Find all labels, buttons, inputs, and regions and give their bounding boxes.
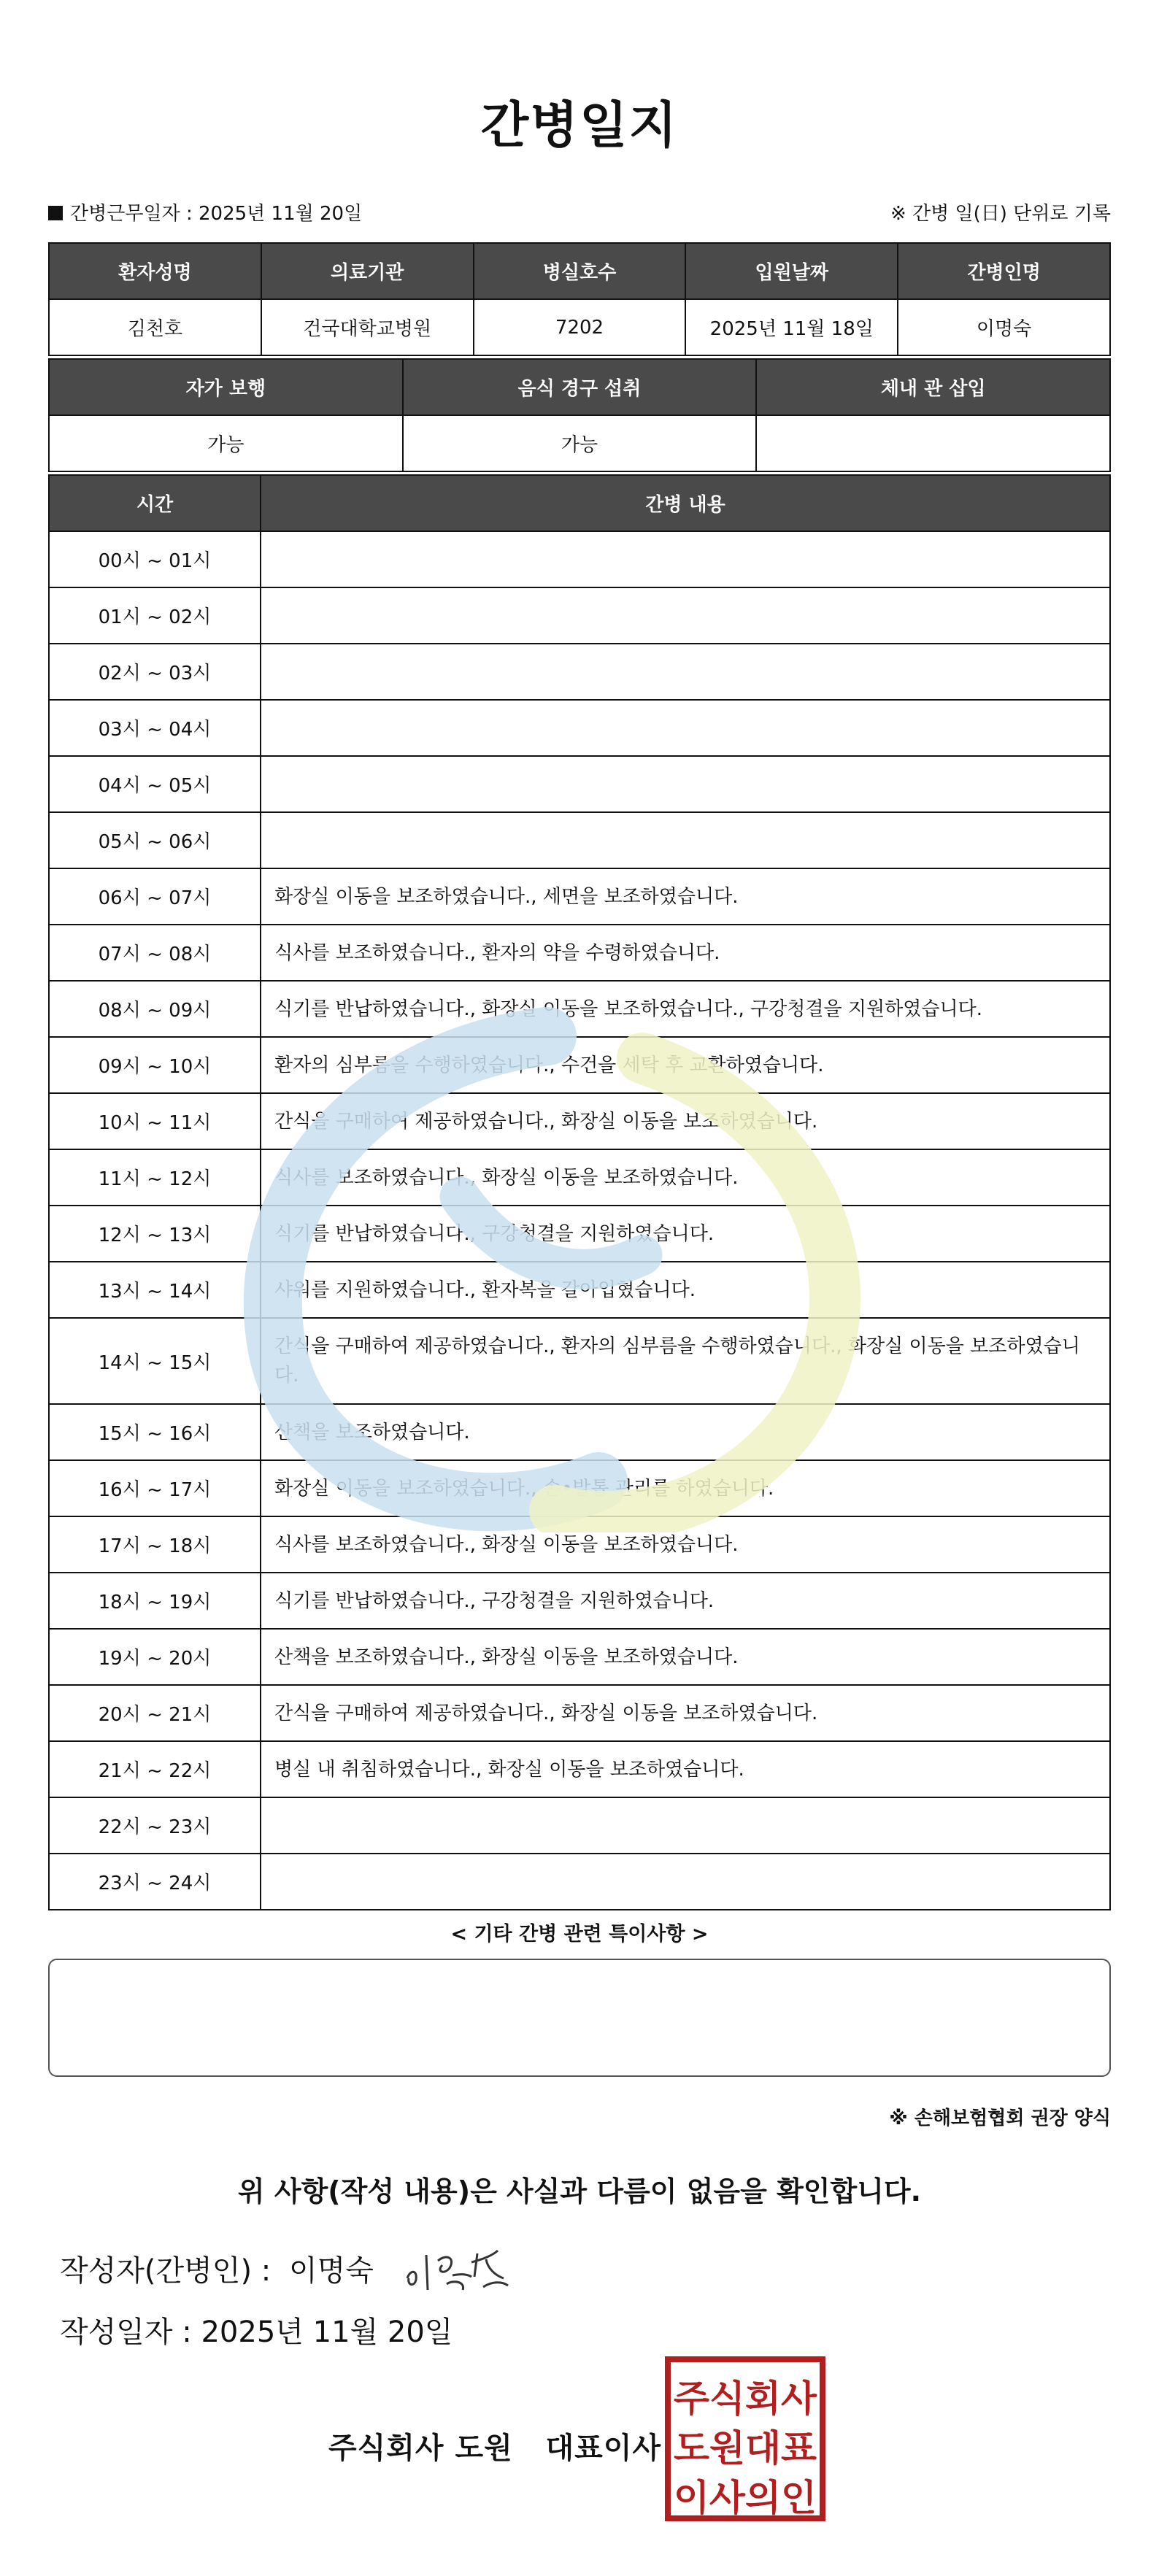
log-content xyxy=(261,1797,1110,1854)
log-content xyxy=(261,700,1110,756)
log-time: 12시 ~ 13시 xyxy=(49,1206,261,1262)
log-content xyxy=(261,531,1110,587)
log-row xyxy=(49,1093,1110,1149)
info-header: 환자성명 xyxy=(49,243,261,299)
writer-label: 작성자(간병인) : xyxy=(60,2254,272,2288)
written-date-row xyxy=(60,2309,453,2351)
log-row xyxy=(49,1741,1110,1797)
log-content: 간식을 구매하여 제공하였습니다., 화장실 이동을 보조하였습니다. xyxy=(261,1685,1110,1741)
self-walking-value: 가능 xyxy=(49,415,403,471)
log-content xyxy=(261,756,1110,812)
company-seal-icon xyxy=(664,2356,826,2522)
hospital-name: 건국대학교병원 xyxy=(261,299,474,355)
log-time: 05시 ~ 06시 xyxy=(49,812,261,868)
log-time: 14시 ~ 15시 xyxy=(49,1318,261,1404)
log-content: 환자의 심부름을 수행하였습니다., 수건을 세탁 후 교환하였습니다. xyxy=(261,1037,1110,1093)
log-time: 04시 ~ 05시 xyxy=(49,756,261,812)
log-time: 08시 ~ 09시 xyxy=(49,981,261,1037)
square-bullet-icon xyxy=(48,206,63,220)
log-row xyxy=(49,1149,1110,1206)
svg-text:도원대표: 도원대표 xyxy=(674,2427,817,2469)
status-header: 자가 보행 xyxy=(49,359,403,415)
insurance-note: ※ 손해보험협회 권장 양식 xyxy=(889,2108,1111,2129)
log-row xyxy=(49,644,1110,700)
log-content: 식기를 반납하였습니다., 화장실 이동을 보조하였습니다., 구강청결을 지원하였습니다. xyxy=(261,981,1110,1037)
caregiver-name: 이명숙 xyxy=(898,299,1110,355)
patient-status-table xyxy=(48,358,1111,472)
log-row xyxy=(49,1404,1110,1460)
confirmation-statement: 위 사항(작성 내용)은 사실과 다름이 없음을 확인합니다. xyxy=(237,2175,922,2207)
tube-insertion-value xyxy=(756,415,1110,471)
log-time: 06시 ~ 07시 xyxy=(49,868,261,925)
log-row xyxy=(49,1262,1110,1318)
svg-text:이사의인: 이사의인 xyxy=(674,2477,817,2519)
log-time: 07시 ~ 08시 xyxy=(49,925,261,981)
log-row xyxy=(49,700,1110,756)
log-content xyxy=(261,1854,1110,1910)
company-role: 대표이사 xyxy=(545,2432,662,2465)
log-content: 산책을 보조하였습니다., 화장실 이동을 보조하였습니다. xyxy=(261,1629,1110,1685)
company-name: 주식회사 도원 xyxy=(328,2432,513,2465)
log-row xyxy=(49,925,1110,981)
log-content: 식사를 보조하였습니다., 화장실 이동을 보조하였습니다. xyxy=(261,1149,1110,1206)
status-value-row xyxy=(49,415,1110,471)
status-header: 음식 경구 섭취 xyxy=(403,359,757,415)
page-title: 간병일지 xyxy=(480,97,679,155)
log-content xyxy=(261,812,1110,868)
info-header-row xyxy=(49,243,1110,299)
company-signature-line xyxy=(328,2425,661,2467)
log-row xyxy=(49,1854,1110,1910)
handwritten-signature-icon xyxy=(401,2233,518,2299)
log-content: 병실 내 취침하였습니다., 화장실 이동을 보조하였습니다. xyxy=(261,1741,1110,1797)
special-notes-box xyxy=(48,1959,1111,2077)
special-notes-title: < 기타 간병 관련 특이사항 > xyxy=(450,1923,709,1946)
log-header-time: 시간 xyxy=(49,475,261,531)
log-row xyxy=(49,868,1110,925)
log-row xyxy=(49,1797,1110,1854)
log-content: 화장실 이동을 보조하였습니다., 세면을 보조하였습니다. xyxy=(261,868,1110,925)
log-content xyxy=(261,644,1110,700)
log-row xyxy=(49,1685,1110,1741)
log-time: 22시 ~ 23시 xyxy=(49,1797,261,1854)
work-date-line xyxy=(48,198,362,225)
work-date-value: 2025년 11월 20일 xyxy=(199,203,363,225)
log-row xyxy=(49,587,1110,644)
log-content: 식사를 보조하였습니다., 화장실 이동을 보조하였습니다. xyxy=(261,1516,1110,1573)
log-time: 02시 ~ 03시 xyxy=(49,644,261,700)
log-row xyxy=(49,812,1110,868)
written-date-value: 2025년 11월 20일 xyxy=(201,2315,453,2349)
admission-date: 2025년 11월 18일 xyxy=(685,299,898,355)
care-log-table xyxy=(48,474,1111,1910)
log-row xyxy=(49,756,1110,812)
status-header: 체내 관 삽입 xyxy=(756,359,1110,415)
svg-text:주식회사: 주식회사 xyxy=(674,2378,817,2420)
log-time: 13시 ~ 14시 xyxy=(49,1262,261,1318)
log-content: 식기를 반납하였습니다., 구강청결을 지원하였습니다. xyxy=(261,1573,1110,1629)
log-row xyxy=(49,1318,1110,1404)
info-header: 의료기관 xyxy=(261,243,474,299)
log-row xyxy=(49,1460,1110,1516)
log-header-content: 간병 내용 xyxy=(261,475,1110,531)
log-time: 16시 ~ 17시 xyxy=(49,1460,261,1516)
log-content: 간식을 구매하여 제공하였습니다., 화장실 이동을 보조하였습니다. xyxy=(261,1093,1110,1149)
log-time: 23시 ~ 24시 xyxy=(49,1854,261,1910)
log-row xyxy=(49,1573,1110,1629)
log-row xyxy=(49,1516,1110,1573)
log-content: 화장실 이동을 보조하였습니다., 손•발톱 관리를 하였습니다. xyxy=(261,1460,1110,1516)
log-time: 09시 ~ 10시 xyxy=(49,1037,261,1093)
log-time: 19시 ~ 20시 xyxy=(49,1629,261,1685)
log-time: 20시 ~ 21시 xyxy=(49,1685,261,1741)
info-header: 간병인명 xyxy=(898,243,1110,299)
writer-row xyxy=(60,2248,382,2289)
log-row xyxy=(49,1629,1110,1685)
oral-intake-value: 가능 xyxy=(403,415,757,471)
patient-info-table xyxy=(48,242,1111,356)
log-time: 18시 ~ 19시 xyxy=(49,1573,261,1629)
work-date-label: 간병근무일자 : xyxy=(70,203,199,225)
info-header: 병실호수 xyxy=(474,243,686,299)
log-content: 샤워를 지원하였습니다., 환자복을 갈아입혔습니다. xyxy=(261,1262,1110,1318)
log-time: 15시 ~ 16시 xyxy=(49,1404,261,1460)
log-row xyxy=(49,531,1110,587)
log-time: 03시 ~ 04시 xyxy=(49,700,261,756)
log-row xyxy=(49,981,1110,1037)
log-time: 10시 ~ 11시 xyxy=(49,1093,261,1149)
writer-name: 이명숙 xyxy=(288,2254,374,2288)
room-number: 7202 xyxy=(474,299,686,355)
log-row xyxy=(49,1037,1110,1093)
status-header-row xyxy=(49,359,1110,415)
written-date-label: 작성일자 : xyxy=(60,2315,192,2349)
log-time: 01시 ~ 02시 xyxy=(49,587,261,644)
log-time: 00시 ~ 01시 xyxy=(49,531,261,587)
info-value-row xyxy=(49,299,1110,355)
log-time: 11시 ~ 12시 xyxy=(49,1149,261,1206)
log-content: 식기를 반납하였습니다., 구강청결을 지원하였습니다. xyxy=(261,1206,1110,1262)
log-header-row xyxy=(49,475,1110,531)
log-row xyxy=(49,1206,1110,1262)
log-time: 17시 ~ 18시 xyxy=(49,1516,261,1573)
unit-note: ※ 간병 일(日) 단위로 기록 xyxy=(890,203,1111,225)
log-content: 식사를 보조하였습니다., 환자의 약을 수령하였습니다. xyxy=(261,925,1110,981)
log-time: 21시 ~ 22시 xyxy=(49,1741,261,1797)
patient-name: 김천호 xyxy=(49,299,261,355)
log-content: 산책을 보조하였습니다. xyxy=(261,1404,1110,1460)
log-content: 간식을 구매하여 제공하였습니다., 환자의 심부름을 수행하였습니다., 화장실 이동을 보조하였습니다. xyxy=(261,1318,1110,1404)
info-header: 입원날짜 xyxy=(685,243,898,299)
log-content xyxy=(261,587,1110,644)
